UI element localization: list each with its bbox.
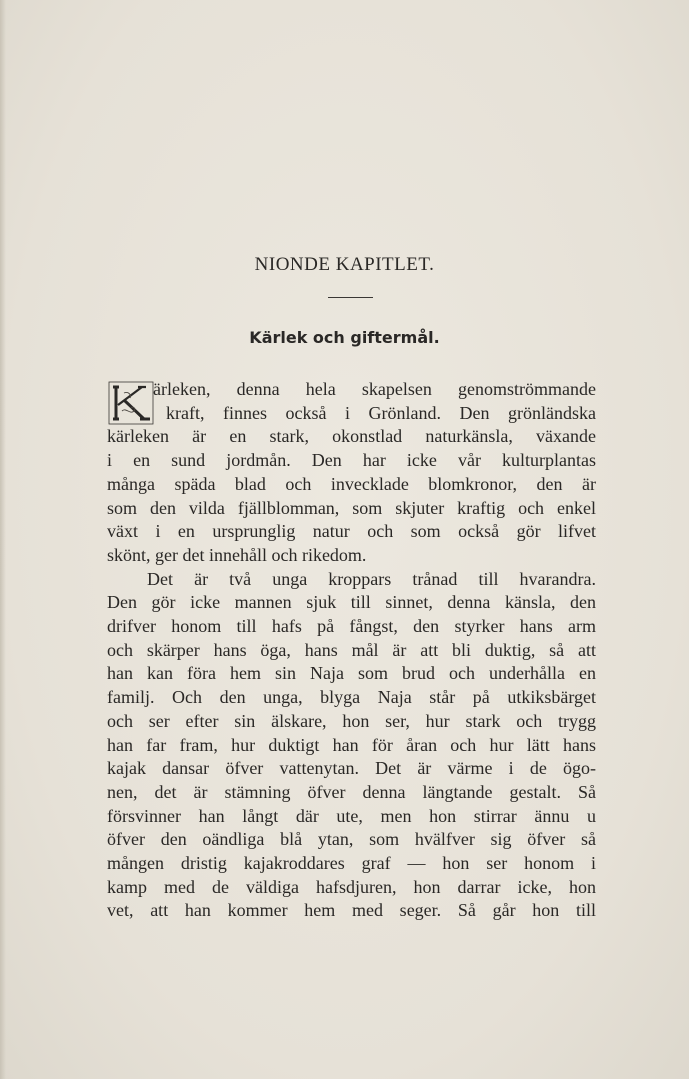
section-title: Kärlek och giftermål. [249,328,440,347]
text-line: mången dristig kajakroddares graf — hon ser honom i [107,853,596,874]
text-line: Den gör icke mannen sjuk till sinnet, denna känsla, den [107,592,596,613]
body-text [107,378,596,923]
text-line: kraft, finnes också i Grönland. Den grönländska [166,402,596,423]
text-line: många späda blad och invecklade blomkronor, den är [107,473,596,494]
text-line: vet, att han kommer hem med seger. Så går hon till [107,900,596,921]
text-line: familj. Och den unga, blyga Naja står på utkiksbärget [107,687,596,708]
text-line: som den vilda fjällblomman, som skjuter kraftig och enkel [107,497,596,518]
text-line: växt i en ursprunglig natur och som också gör lifvet [107,521,596,542]
text-line: försvinner han långt där ute, men hon stirrar ännu u [107,805,596,826]
text-line: och ser efter sin älskare, hon ser, hur stark och trygg [107,710,596,731]
chapter-heading: NIONDE KAPITLET. [254,254,435,275]
text-line: han kan föra hem sin Naja som brud och underhålla en [107,663,596,684]
text-line: och skärper hans öga, hans mål är att bli duktig, så att [107,639,596,660]
text-line: öfver den oändliga blå ytan, som hvälfver sig öfver så [107,829,596,850]
text-line: drifver honom till hafs på fångst, den styrker hans arm [107,616,596,637]
text-line: nen, det är stämning öfver denna längtande gestalt. Så [107,781,596,802]
text-line: kärleken är en stark, okonstlad naturkänsla, växande [107,426,596,447]
text-line: skönt, ger det innehåll och rikedom. [107,544,367,565]
text-line: han far fram, hur duktigt han för åran och hur lätt hans [107,734,596,755]
text-line: i en sund jordmån. Den har icke vår kulturplantas [107,450,596,471]
text-line: kajak dansar öfver vattenytan. Det är värme i de ögo- [107,758,596,779]
page-binding-edge [0,0,6,1079]
heading-divider [328,297,373,298]
text-line: ärleken, denna hela skapelsen genomströmmande [153,379,596,399]
text-line: kamp med de väldiga hafsdjuren, hon darrar icke, hon [107,876,596,897]
text-line: Det är två unga kroppars trånad till hvarandra. [147,568,596,589]
